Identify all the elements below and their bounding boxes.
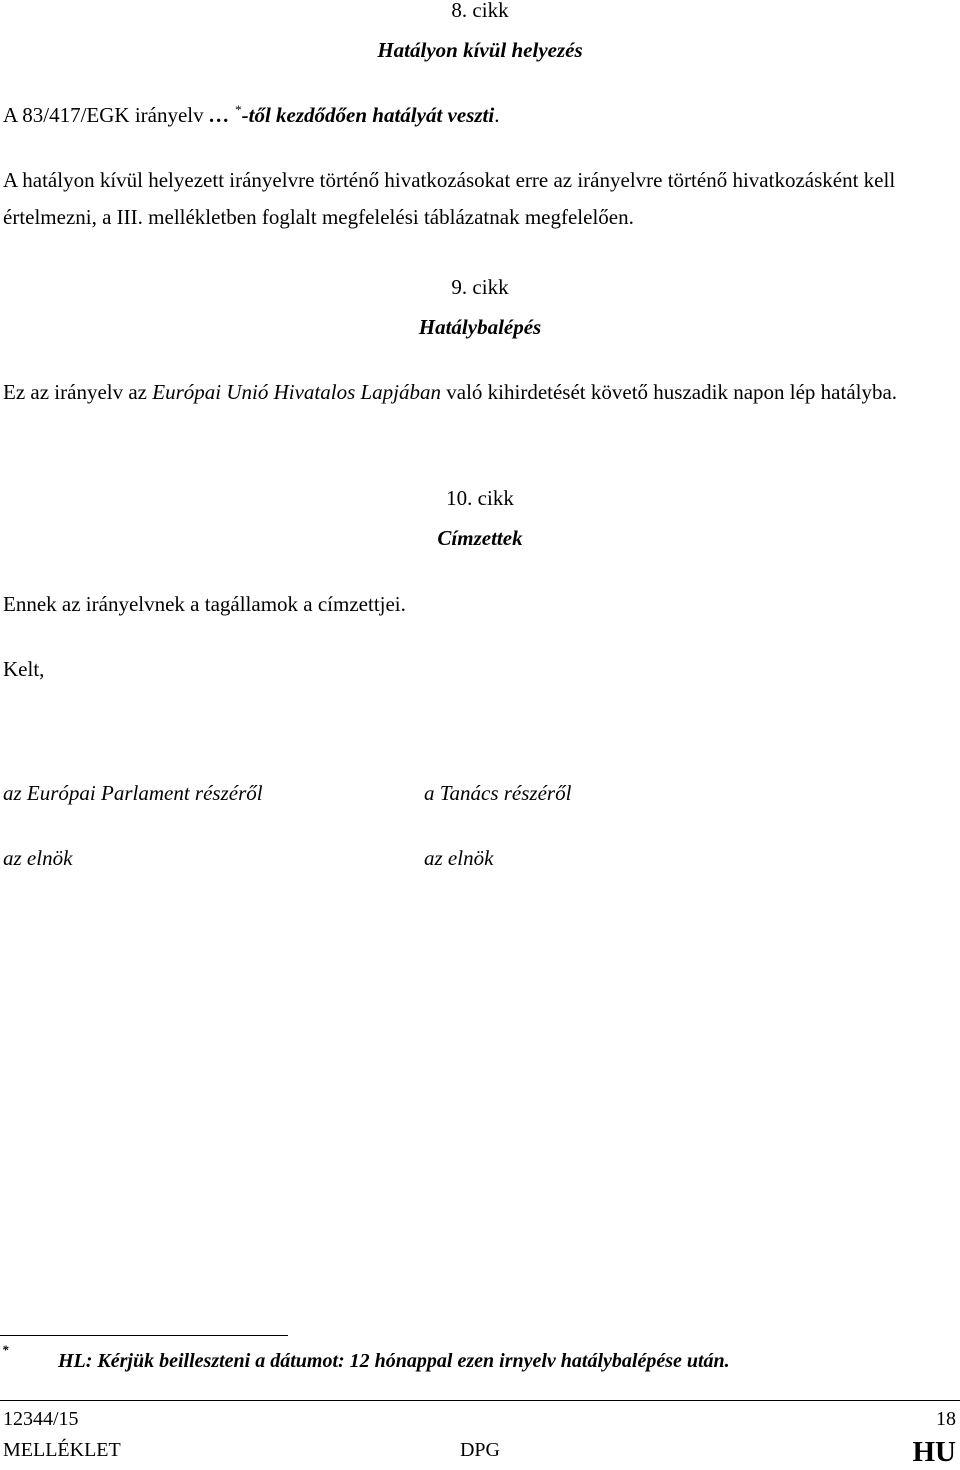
dated-line: Kelt,	[3, 657, 45, 681]
repeal-date-clause: -től kezdődően hatályát veszti	[241, 103, 495, 127]
article-9-paragraph	[3, 374, 943, 411]
article-8-title: Hatályon kívül helyezés	[377, 38, 583, 62]
article-8-repeal-sentence	[3, 103, 499, 128]
footnote-separator	[0, 1335, 288, 1336]
article-10-number: 10. cikk	[446, 486, 514, 510]
footnote-reference-mark[interactable]: *	[235, 102, 242, 117]
art9-official-journal: Európai Unió Hivatalos Lapjában	[152, 380, 442, 404]
article-8-number: 8. cikk	[451, 0, 509, 22]
footer-annex-label: MELLÉKLET	[3, 1439, 121, 1461]
signature-council-body: a Tanács részéről	[424, 781, 572, 805]
repeal-prefix: A 83/417/EGK irányelv	[3, 103, 209, 127]
footer-language-code: HU	[912, 1436, 956, 1468]
art9-text-before: Ez az irányelv az	[3, 380, 153, 404]
footer-rule	[0, 1400, 960, 1401]
article-9-number: 9. cikk	[451, 275, 509, 299]
art9-text-after: való kihirdetését követő huszadik napon lép hatályba.	[441, 380, 898, 404]
article-10-title: Címzettek	[437, 526, 523, 550]
footer-page-number: 18	[936, 1408, 956, 1430]
signature-parliament-role: az elnök	[3, 846, 73, 870]
repeal-dots: …	[208, 103, 230, 127]
signature-parliament-body: az Európai Parlament részéről	[3, 781, 263, 805]
footnote-mark: *	[2, 1342, 9, 1357]
repeal-period: .	[494, 103, 500, 127]
signature-council-role: az elnök	[424, 846, 494, 870]
article-9-title: Hatálybalépés	[418, 315, 542, 339]
article-10-paragraph: Ennek az irányelvnek a tagállamok a címzettjei.	[3, 592, 406, 616]
footer-dg-label: DPG	[459, 1439, 500, 1461]
footer-document-reference: 12344/15	[3, 1408, 79, 1430]
article-8-reference-paragraph: A hatályon kívül helyezett irányelvre történő hivatkozásokat erre az irányelvre történő hivatkozásként kell értelmezni, a III. mellékletben foglalt megfelelési táblázatnak megfelelően.	[3, 168, 896, 229]
footnote-text: HL: Kérjük beilleszteni a dátumot: 12 hónappal ezen irnyelv hatálybalépése után.	[58, 1350, 730, 1372]
